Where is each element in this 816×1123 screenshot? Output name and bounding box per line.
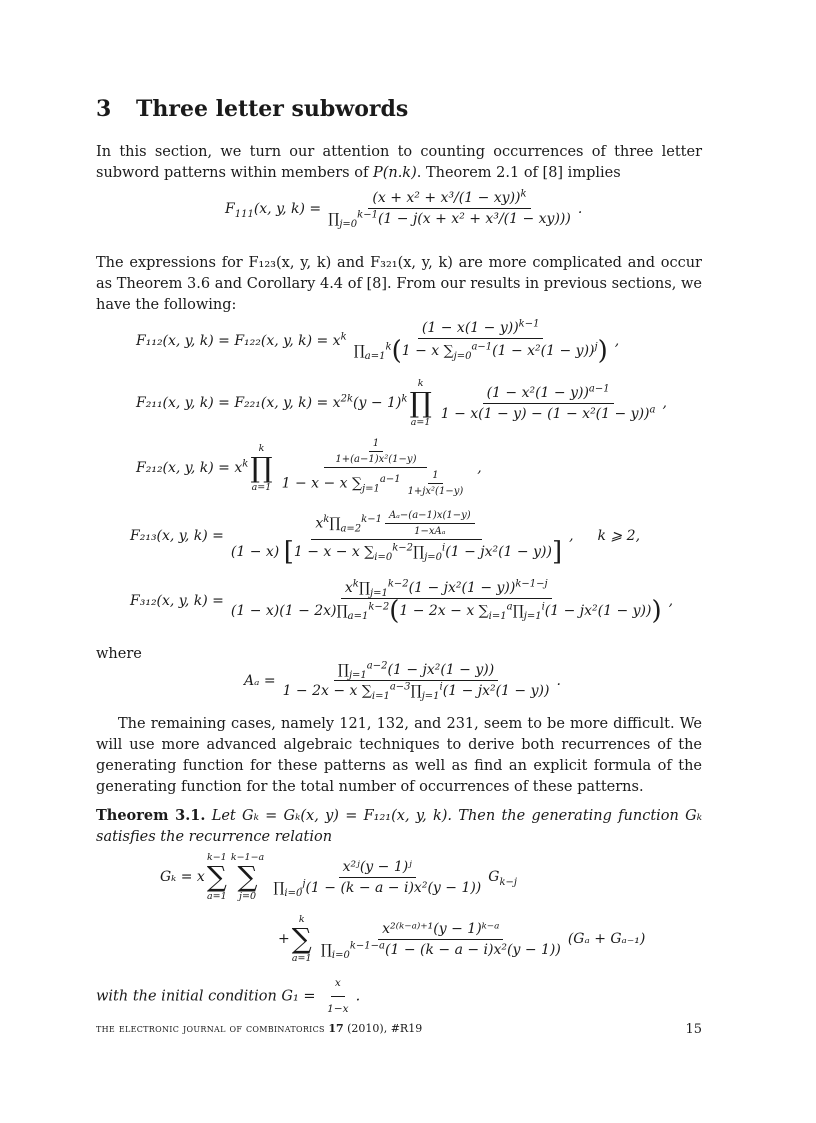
paper-page: 3 Three letter subwords In this section, we turn our attention to counting occurrences of three letter subword patterns within members of P(n.k). Theorem 2.1 of [8] implies $F_{111}(x$, y, k) = $\frac{(x + x^2 + x^3/(1 - xy))^k}{\prod_{j=0}^{k-1}(1 - j(x + x^2 + x^3/(1 - xy)))}$ . The expressions for F₁₂₃(x, y, k) and F₃₂₁(x, y, k) are more complicated and occur as Theorem 3.6 and Corollary 4.4 of [8]. From our results in previous sections, we have the following: F₁₁₂(x, y, k) = F₁₂₂(x, y, $k) = x^k$ $\frac{(1 - x(1 - y))^{k-1}}{\prod_{a=1}^k(1 - x \sum_{j=0}^{a-1}(1 - x^2(1 - y))^j)}$ , F₂₁₁(x, y, k) = F₂₂₁(x, y, $k) = x^{2k}(y - 1)^k$ k ∏ a=1 $\frac{(1 - x^2(1 - y))^{a-1}}{1 - x(1 - y) - (1 - x^2(1 - y))^a}$ , F₂₁₂(x, y, $k) = x^k$ k ∏ a=1 $\frac{1}{\text{1+(a−1)x²(1−y)}}$ 1 − x − x $\sum_{j=1}^{a-1}$ $\frac{1}{\text{1+jx²(1−y)}}$ , F₂₁₃(x, y, k) = $x^k\prod_{a=2}^{k-1}$ $\frac{\text{Aₐ−(a−1)x(1−y)}}{\text{1−xAₐ}}$ (1 − x) [1 − x − x $\sum_{i=0}^{k-2}\prod_{j=0}^i(1 - jx^2(1 - y))$] , k ⩾ 2, F₃₁₂(x, y, k) = $x^k\prod_{j=1}^{k-2}(1 - jx^2(1 - y))^{k-1-j}$ $(1 - x)(1 - 2x)\prod_{a=1}^{k-2}(1 - 2x - x$ $\sum_{i=1}^a\prod_{j=1}^i(1 - jx^2(1 - y))$) , where Aₐ = $\frac{\prod_{j=1}^{a-2}(1 - jx^2(1 - y))}{1 - 2x - x \sum_{i=1}^{a-3}\prod_{j=1}^i(1 - jx^2(1 - y))}$ . The remaining cases, namely 121, 132, and 231, seem to be more difficult. We will use more advanced algebraic techniques to derive both recurrences of the generating function for these patterns as well as find an explicit formula of the generating function for the total number of occurrences of these patterns. Theorem 3.1. Let Gₖ = Gₖ(x, y) = F₁₂₁(x, y, k). Then the generating function Gₖ satisfies the recurrence relation Gₖ = x k−1 ∑ a=1 k−1−a ∑ j=0 $\frac{\text{x²ʲ(y − 1)ʲ}}{\prod_{i=0}^j(1 - (k - a - i)x^2(y - 1))}$ $G_{k-j}$ + k ∑ a=1 $\frac{\text{x²⁽ᵏ⁻ᵃ⁾⁺¹(y − 1)ᵏ⁻ᵃ}}{\prod_{i=0}^{k-1-a}(1 - (k - a - i)x^2(y - 1))}$ (Gₐ + Gₐ₋₁) with the initial condition G₁ = $\frac{x}{1-x}$ . the electronic journal of combinatorics 17 (2010), #R19 15 bbox=[96, 96, 703, 1037]
f111-fraction: $\frac{(x + x^2 + x^3/(1 - xy))^k}{\prod_{j=0}^{k-1}(1 - j(x + x^2 + x^3/(1 - xy)))}$ bbox=[328, 188, 571, 230]
intro-math: P(n.k) bbox=[372, 165, 417, 181]
f213-condition: k ⩾ 2, bbox=[597, 528, 641, 544]
f312-lhs: F₃₁₂(x, y, k) = bbox=[130, 592, 224, 609]
f211-lhs: F₂₁₁(x, y, k) = F₂₂₁(x, y, $k) = x^{2k}(y - 1)^k$ bbox=[136, 393, 408, 411]
thm-sum-j: k−1−a ∑ j=0 bbox=[230, 852, 265, 902]
section-title: Three letter subwords bbox=[136, 96, 409, 122]
thm-sum-a: k−1 ∑ a=1 bbox=[206, 852, 227, 902]
theorem-statement: Let Gₖ = Gₖ(x, y) = F₁₂₁(x, y, k). Then the generating function Gₖ satisfies the recurrence relation bbox=[96, 808, 703, 845]
f112-fraction: $\frac{(1 - x(1 - y))^{k-1}}{\prod_{a=1}^k(1 - x \sum_{j=0}^{a-1}(1 - x^2(1 - y))^j)}$ bbox=[353, 318, 608, 366]
page-footer bbox=[96, 1022, 702, 1037]
f111-numerator: (x + x² + x³/(1 − xy)) bbox=[372, 190, 521, 206]
f212-fraction: $\frac{1}{\text{1+(a−1)x²(1−y)}}$ 1 − x − x $\sum_{j=1}^{a-1}$ $\frac{1}{\text{1+jx²(1−y)}}$ bbox=[281, 438, 464, 497]
aa-fraction: $\frac{\prod_{j=1}^{a-2}(1 - jx^2(1 - y))}{1 - 2x - x \sum_{i=1}^{a-3}\prod_{j=1}^i(1 - jx^2(1 - y))}$ bbox=[282, 660, 550, 702]
thm-term1-tail: $G_{k-j}$ bbox=[488, 869, 518, 888]
paragraph-expressions: The expressions for F₁₂₃(x, y, k) and F₃₂₁(x, y, k) are more complicated and occur as Theorem 3.6 and Corollary 4.4 of [8]. From our results in previous sections, we have the following: bbox=[96, 255, 702, 313]
f213-lhs: F₂₁₃(x, y, k) = bbox=[130, 528, 224, 544]
intro-text-b: . Theorem 2.1 of [8] implies bbox=[416, 165, 621, 181]
f111-denominator: (1 − j(x + x² + x³/(1 − xy))) bbox=[377, 211, 571, 227]
thm-sum-a2: k ∑ a=1 bbox=[291, 914, 312, 964]
f211-fraction: $\frac{(1 - x^2(1 - y))^{a-1}}{1 - x(1 - y) - (1 - x^2(1 - y))^a}$ bbox=[440, 382, 656, 422]
f112-numerator: (1 − x(1 − y)) bbox=[421, 320, 519, 336]
f312-fraction: $x^k\prod_{j=1}^{k-2}(1 - jx^2(1 - y))^{k-1-j}$ $(1 - x)(1 - 2x)\prod_{a=1}^{k-2}(1 - 2x - x$ $\sum_{i=1}^a\prod_{j=1}^i(1 - jx^2(1 - y))$) bbox=[230, 578, 662, 626]
intro-text-a: In this section, we turn our attention to counting occurrences of three letter subword patterns within members of bbox=[96, 144, 702, 181]
f211-product: k ∏ a=1 bbox=[409, 378, 432, 428]
theorem-3-1 bbox=[96, 805, 702, 848]
thm-plus: + bbox=[278, 931, 290, 947]
thm-lhs: Gₖ = x bbox=[160, 869, 205, 885]
thm-term2-tail: (Gₐ + Gₐ₋₁) bbox=[567, 931, 646, 947]
intro-paragraph bbox=[96, 142, 702, 184]
f212-lhs: F₂₁₂(x, y, $k) = x^k$ bbox=[136, 457, 249, 476]
section-number: 3 bbox=[96, 96, 112, 122]
section-heading bbox=[96, 96, 408, 122]
f212-product: k ∏ a=1 bbox=[250, 442, 273, 493]
paragraph-remaining-cases: The remaining cases, namely 121, 132, and 231, seem to be more difficult. We will use more advanced algebraic techniques to derive both recurrences of the generating function for these patterns as well as find an explicit formula of the generating function for the total number of occurrences of these patterns. bbox=[96, 716, 702, 795]
f111-lhs: $F_{111}(x$, y, k) = bbox=[225, 200, 322, 220]
theorem-heading: Theorem 3.1. bbox=[96, 807, 206, 824]
thm-term1-fraction: $\frac{\text{x²ʲ(y − 1)ʲ}}{\prod_{i=0}^j(1 - (k - a - i)x^2(y - 1))}$ bbox=[273, 858, 482, 899]
thm-term2-fraction: $\frac{\text{x²⁽ᵏ⁻ᵃ⁾⁺¹(y − 1)ᵏ⁻ᵃ}}{\prod_{i=0}^{k-1-a}(1 - (k - a - i)x^2(y - 1))}$ bbox=[320, 920, 561, 961]
where-label: where bbox=[96, 646, 142, 662]
page-number: 15 bbox=[685, 1022, 702, 1037]
aa-lhs: Aₐ = bbox=[244, 672, 276, 689]
f213-fraction: $x^k\prod_{a=2}^{k-1}$ $\frac{\text{Aₐ−(a−1)x(1−y)}}{\text{1−xAₐ}}$ (1 − x) [1 − x − x $\sum_{i=0}^{k-2}\prod_{j=0}^i(1 - jx^2(1 - y))$] bbox=[230, 510, 563, 567]
f112-lhs: F₁₁₂(x, y, k) = F₁₂₂(x, y, $k) = x^k$ bbox=[136, 330, 347, 349]
initial-condition: with the initial condition G₁ = $\frac{x}{1-x}$ . bbox=[96, 973, 702, 1020]
footer-citation: the electronic journal of combinatorics 17 (2010), #R19 bbox=[96, 1022, 423, 1035]
